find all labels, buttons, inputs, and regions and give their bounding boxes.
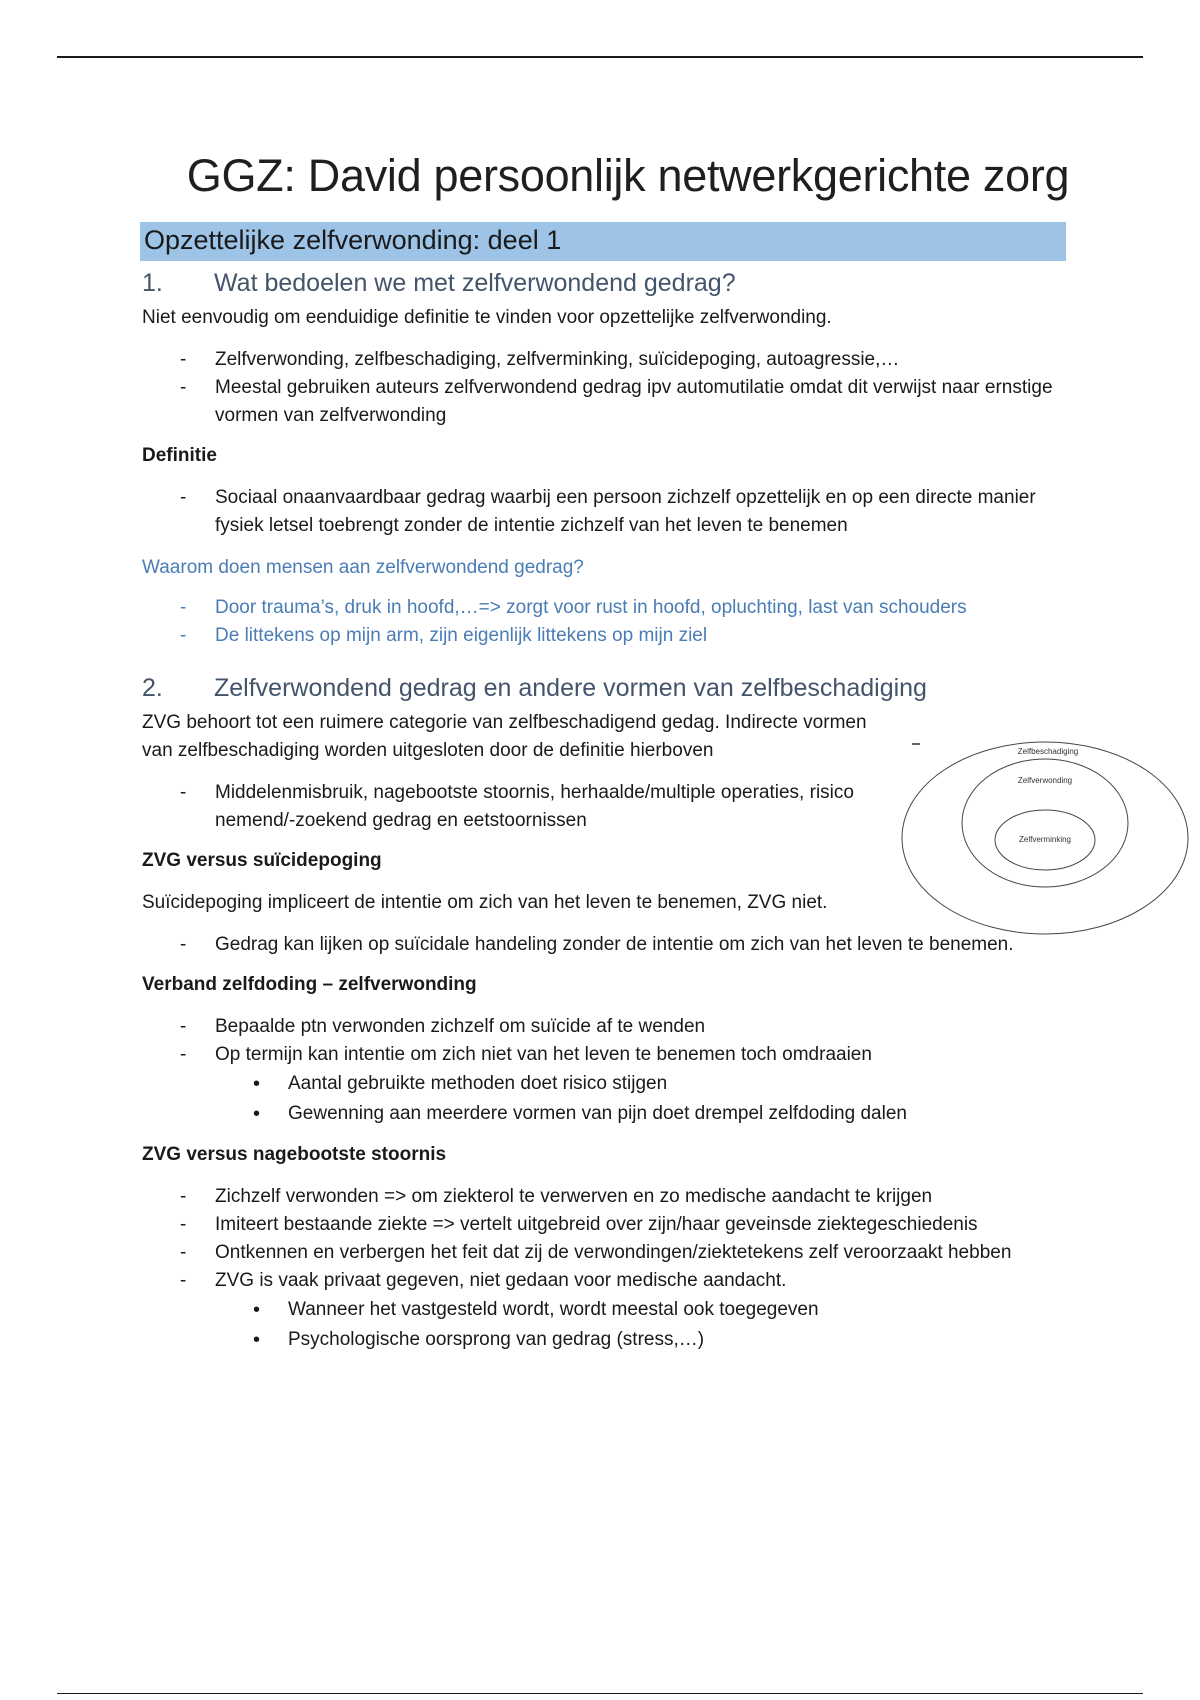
list-item: - Imiteert bestaande ziekte => vertelt uitgebreid over zijn/haar geveinsde ziektegeschiedenis xyxy=(142,1211,1062,1239)
list-item: - Sociaal onaanvaardbaar gedrag waarbij een persoon zichzelf opzettelijk en op een directe manier fysiek letsel toebrengt zonder de intentie zichzelf van het leven te benemen xyxy=(142,484,1062,540)
verband-label: Verband zelfdoding – zelfverwonding xyxy=(142,974,477,995)
sec2-intro: ZVG behoort tot een ruimere categorie van zelfbeschadigend gedag. Indirecte vormen van zelfbeschadiging worden uitgesloten door de definitie hierboven xyxy=(142,712,867,761)
why-question: Waarom doen mensen aan zelfverwondend gedrag? xyxy=(142,557,584,578)
bottom-rule xyxy=(57,1693,1143,1694)
list-item-text: ZVG is vaak privaat gegeven, niet gedaan voor medische aandacht. xyxy=(215,1270,787,1291)
heading-2-number: 2. xyxy=(142,674,163,702)
list-item: - Door trauma’s, druk in hoofd,…=> zorgt voor rust in hoofd, opluchting, last van schouders xyxy=(142,594,1062,622)
sub-list-item: • Aantal gebruikte methoden doet risico stijgen xyxy=(215,1069,1062,1099)
definition-label: Definitie xyxy=(142,445,217,466)
diagram-label-middle: Zelfverwonding xyxy=(1017,776,1073,785)
heading-1-text: Wat bedoelen we met zelfverwondend gedrag? xyxy=(214,269,736,297)
sub-list-item: • Psychologische oorsprong van gedrag (stress,…) xyxy=(215,1325,1062,1355)
list-item xyxy=(142,1041,1062,1129)
sec2-list xyxy=(142,779,902,835)
definition-list xyxy=(142,484,1062,540)
verband-sublist xyxy=(215,1069,1062,1129)
list-item: - Zichzelf verwonden => om ziekterol te verwerven en zo medische aandacht te krijgen xyxy=(142,1183,1062,1211)
nagebootst-list xyxy=(142,1183,1062,1355)
list-item-text: Op termijn kan intentie om zich niet van het leven te benemen toch omdraaien xyxy=(215,1044,872,1065)
diagram-label-outer: Zelfbeschadiging xyxy=(1017,747,1079,756)
list-item xyxy=(142,1267,1062,1355)
suicide-text: Suïcidepoging impliceert de intentie om zich van het leven te benemen, ZVG niet. xyxy=(142,892,828,913)
list-item: - Middelenmisbruik, nagebootste stoornis, herhaalde/multiple operaties, risico nemend/-zoekend gedrag en eetstoornissen xyxy=(142,779,902,835)
section-title: Opzettelijke zelfverwonding: deel 1 xyxy=(140,222,1066,261)
list-item: - Meestal gebruiken auteurs zelfverwondend gedrag ipv automutilatie omdat dit verwijst naar ernstige vormen van zelfverwonding xyxy=(142,374,1062,430)
heading-1-number: 1. xyxy=(142,269,163,297)
sub-list-item: • Gewenning aan meerdere vormen van pijn doet drempel zelfdoding dalen xyxy=(215,1099,1062,1129)
list-item: - Gedrag kan lijken op suïcidale handeling zonder de intentie om zich van het leven te benemen. xyxy=(142,931,1062,959)
heading-1 xyxy=(142,269,1062,298)
top-rule xyxy=(57,56,1143,58)
verband-list xyxy=(142,1013,1062,1129)
suicide-label: ZVG versus suïcidepoging xyxy=(142,850,382,871)
document-title: GGZ: David persoonlijk netwerkgerichte zorg xyxy=(186,150,1070,201)
sub-list-item: • Wanneer het vastgesteld wordt, wordt meestal ook toegegeven xyxy=(215,1295,1062,1325)
heading-2-text: Zelfverwondend gedrag en andere vormen van zelfbeschadiging xyxy=(214,674,927,702)
list-item: - Zelfverwonding, zelfbeschadiging, zelfverminking, suïcidepoging, autoagressie,… xyxy=(142,346,1062,374)
nested-circles-diagram xyxy=(900,738,1190,943)
list-item: - Bepaalde ptn verwonden zichzelf om suïcide af te wenden xyxy=(142,1013,1062,1041)
list-item: - De littekens op mijn arm, zijn eigenlijk littekens op mijn ziel xyxy=(142,622,1062,650)
sec1-intro: Niet eenvoudig om eenduidige definitie te vinden voor opzettelijke zelfverwonding. xyxy=(142,307,832,328)
nagebootst-sublist xyxy=(215,1295,1062,1355)
heading-2 xyxy=(142,674,1062,703)
diagram-label-inner: Zelfverminking xyxy=(1018,835,1072,844)
list-item: - Ontkennen en verbergen het feit dat zij de verwondingen/ziektetekens zelf veroorzaakt hebben xyxy=(142,1239,1062,1267)
sec1-list xyxy=(142,346,1062,430)
why-list xyxy=(142,594,1062,650)
nagebootst-label: ZVG versus nagebootste stoornis xyxy=(142,1144,447,1165)
